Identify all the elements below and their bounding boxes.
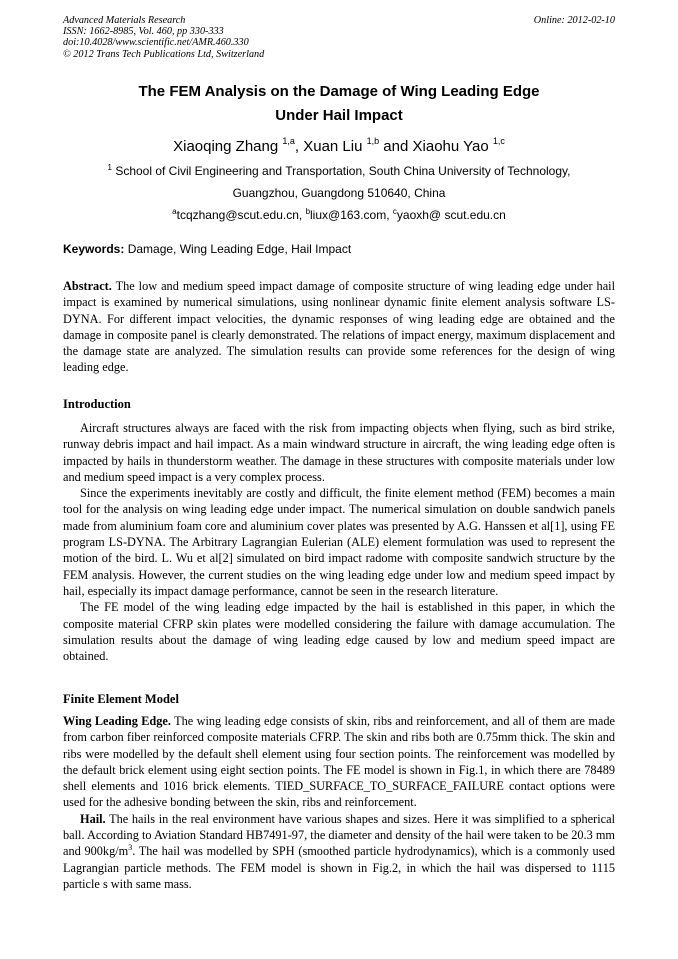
abstract-text: The low and medium speed impact damage of composite structure of wing leading edge under hail impact is examined by numerical simulations, using nonlinear dynamic finite element analysis software LS-DYNA. For different impact velocities, the dynamic responses of wing leading edge are obtained and the damage in composite panel is clearly demonstrated. The relations of impact energy, maximum displacement and the damage state are analyzed. The simulation results can provide some references for the design of wing leading edge. <box>63 279 615 375</box>
author-affiliation-mark: 1,c <box>492 136 505 146</box>
keywords-text: Damage, Wing Leading Edge, Hail Impact <box>124 242 352 256</box>
author-separator: and <box>379 138 413 155</box>
section-heading-finite-element-model: Finite Element Model <box>63 692 179 706</box>
paragraph: Aircraft structures always are faced with the risk from impacting objects when flying, such as bird strike, runway debris impact and hail impact. As a main windward structure in aircraft, the wing leading edge often is impacted by hails in thunderstorm weather. The damage in these structures with composite materials under low and medium speed impact is a very complex process. <box>63 421 615 484</box>
author-emails <box>63 207 615 223</box>
email-address[interactable]: tcqzhang@scut.edu.cn, <box>176 208 306 222</box>
author-affiliation-mark: 1,b <box>366 136 380 146</box>
journal-header <box>63 15 615 60</box>
journal-name: Advanced Materials Research <box>63 15 186 26</box>
author-list <box>63 137 615 157</box>
keywords <box>63 241 615 257</box>
abstract-label: Abstract. <box>63 279 112 293</box>
superscript: 3 <box>128 843 133 853</box>
paragraph: Since the experiments inevitably are costly and difficult, the finite element method (FEM) becomes a main tool for the analysis on wing leading edge under impact. The numerical simulation on double sandwich panels made from aluminium foam core and aluminium cover plates was presented by A.G. Hanssen et al[1], using FE program LS-DYNA. The Arbitrary Lagrangian Eulerian (ALE) element formulation was used to represent the motion of the bird. L. Wu et al[2] simulated on bird impact radome with composite sandwich structure by the FEM analysis. However, the current studies on the wing leading edge under low and medium speed impact by hail, especially its impact damage performance, cannot be seen in the research literature. <box>63 486 615 598</box>
paper-title-line-1: The FEM Analysis on the Damage of Wing Leading Edge <box>138 83 540 100</box>
journal-doi: doi:10.4028/www.scientific.net/AMR.460.330 <box>63 37 249 49</box>
affiliation-text: School of Civil Engineering and Transportation, South China University of Technology, <box>115 164 571 178</box>
author-name: Xiaoqing Zhang <box>173 138 279 155</box>
email-mark: b <box>305 207 311 216</box>
affiliation-mark: 1 <box>107 163 112 172</box>
abstract <box>63 278 615 376</box>
journal-issn: ISSN: 1662-8985, Vol. 460, pp 330-333 <box>63 26 224 38</box>
paragraph-text: The hails in the real environment have various shapes and sizes. Here it was simplified to a spherical ball. According to Aviation Standard HB7491-97, the diameter and density of the hail were taken to be 20.3 mm and 900kg/m <box>63 811 615 859</box>
fem-body <box>63 713 615 892</box>
email-mark: a <box>172 207 177 216</box>
paragraph-text: . The hail was modelled by SPH (smoothed particle hydrodynamics), which is a commonly used Lagrangian particle methods. The FEM model is shown in Fig.2, in which the hail was dispersed to 1115 particle s with same mass. <box>63 844 615 891</box>
journal-copyright: © 2012 Trans Tech Publications Ltd, Switzerland <box>63 48 265 60</box>
author-separator: , <box>294 138 304 155</box>
paragraph-wing-leading-edge <box>63 713 615 811</box>
affiliation-line-1 <box>63 163 615 179</box>
section-heading-introduction: Introduction <box>63 397 131 411</box>
introduction-body <box>63 420 615 664</box>
author-affiliation-mark: 1,a <box>282 136 295 146</box>
email-address[interactable]: liux@163.com, <box>310 208 393 222</box>
paragraph-text: The wing leading edge consists of skin, ribs and reinforcement, and all of them are made from carbon fiber reinforced composite materials CFRP. The skin and ribs both are 0.75mm thick. The skin and ribs were modelled by the default shell element using four section points. The reinforcement was modelled by the default brick element using eight section points. The FE model is shown in Fig.1, in which there are 78489 shell elements and 1016 brick elements. TIED_SURFACE_TO_SURFACE_FAILURE contact options were used for the adhesive bonding between the skin, ribs and reinforcement. <box>63 714 615 810</box>
paragraph: The FE model of the wing leading edge impacted by the hail is established in this paper, in which the composite material CFRP skin plates were modelled considering the failure with damage accumulation. The simulation results about the damage of wing leading edge caused by low and medium speed impact are obtained. <box>63 600 615 664</box>
subheading-hail: Hail. <box>80 811 106 826</box>
paragraph-hail <box>63 811 615 892</box>
affiliation-line-2: Guangzhou, Guangdong 510640, China <box>232 186 446 200</box>
author-name: Xuan Liu <box>303 138 363 155</box>
email-mark: c <box>392 207 397 216</box>
email-address[interactable]: yaoxh@ scut.edu.cn <box>396 208 506 222</box>
subheading-wing-leading-edge: Wing Leading Edge. <box>63 714 171 728</box>
keywords-label: Keywords: <box>63 242 125 256</box>
author-name: Xiaohu Yao <box>412 138 489 155</box>
online-date: Online: 2012-02-10 <box>533 15 615 26</box>
paper-title-line-2: Under Hail Impact <box>275 107 403 124</box>
